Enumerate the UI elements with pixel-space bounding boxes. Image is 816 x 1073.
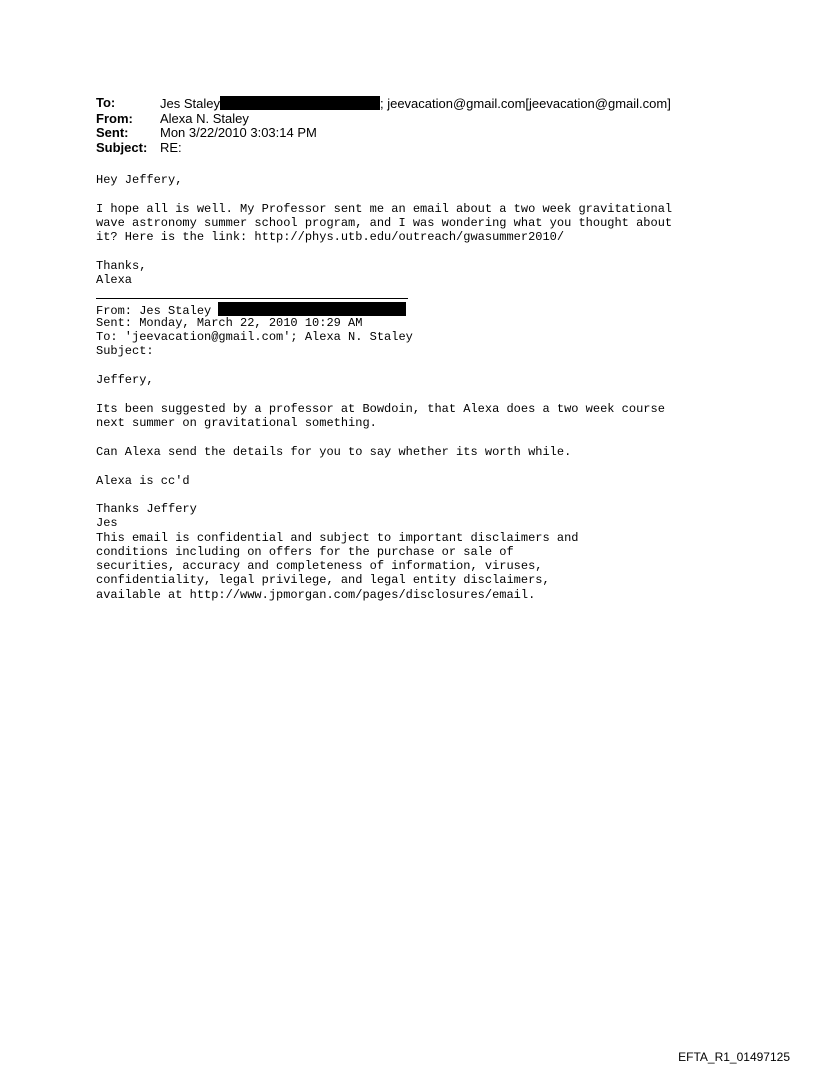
from-value: Alexa N. Staley xyxy=(160,110,249,126)
subject-value: RE: xyxy=(160,139,182,155)
quoted-body-line: Can Alexa send the details for you to say whether its worth while. xyxy=(96,445,572,459)
subject-label: Subject: xyxy=(96,139,148,155)
quoted-sent-line: Sent: Monday, March 22, 2010 10:29 AM xyxy=(96,316,363,330)
disclaimer-line: confidentiality, legal privilege, and legal entity disclaimers, xyxy=(96,573,550,587)
to-label: To: xyxy=(96,95,116,110)
quoted-body-line: next summer on gravitational something. xyxy=(96,416,377,430)
reply-signature: Alexa xyxy=(96,273,133,287)
reply-body-line: wave astronomy summer school program, and I was wondering what you thought about xyxy=(96,216,673,230)
reply-greeting: Hey Jeffery, xyxy=(96,173,183,187)
quote-divider xyxy=(96,298,408,299)
to-name: Jes Staley xyxy=(160,96,220,111)
quoted-greeting: Jeffery, xyxy=(96,373,154,387)
from-row xyxy=(96,112,671,127)
quoted-body-line: Its been suggested by a professor at Bowdoin, that Alexa does a two week course xyxy=(96,402,665,416)
quoted-subject-line: Subject: xyxy=(96,344,154,358)
quoted-from-text: From: Jes Staley xyxy=(96,304,219,318)
sent-label: Sent: xyxy=(96,125,129,140)
reply-body-line: I hope all is well. My Professor sent me an email about a two week gravitational xyxy=(96,202,673,216)
sent-row xyxy=(96,126,671,141)
disclaimer-line: securities, accuracy and completeness of information, viruses, xyxy=(96,559,543,573)
subject-row xyxy=(96,141,671,156)
reply-body-line: it? Here is the link: http://phys.utb.edu/outreach/gwasummer2010/ xyxy=(96,230,565,244)
quoted-signature: Jes xyxy=(96,516,118,530)
disclaimer-line: This email is confidential and subject to important disclaimers and xyxy=(96,531,579,545)
redaction-bar xyxy=(218,302,406,316)
disclaimer-line: conditions including on offers for the purchase or sale of xyxy=(96,545,514,559)
quoted-signoff: Thanks Jeffery xyxy=(96,502,197,516)
to-value xyxy=(160,96,671,112)
redaction-bar xyxy=(220,96,380,110)
reply-signoff: Thanks, xyxy=(96,259,147,273)
disclaimer-line: available at http://www.jpmorgan.com/pages/disclosures/email. xyxy=(96,588,536,602)
to-rest: ; jeevacation@gmail.com[jeevacation@gmail.com] xyxy=(379,96,671,111)
document-id: EFTA_R1_01497125 xyxy=(678,1050,790,1064)
to-row xyxy=(96,96,671,112)
from-label: From: xyxy=(96,110,133,126)
email-header xyxy=(96,96,671,155)
quoted-to-line: To: 'jeevacation@gmail.com'; Alexa N. Staley xyxy=(96,330,413,344)
sent-value: Mon 3/22/2010 3:03:14 PM xyxy=(160,125,317,140)
quoted-body-line: Alexa is cc'd xyxy=(96,474,190,488)
